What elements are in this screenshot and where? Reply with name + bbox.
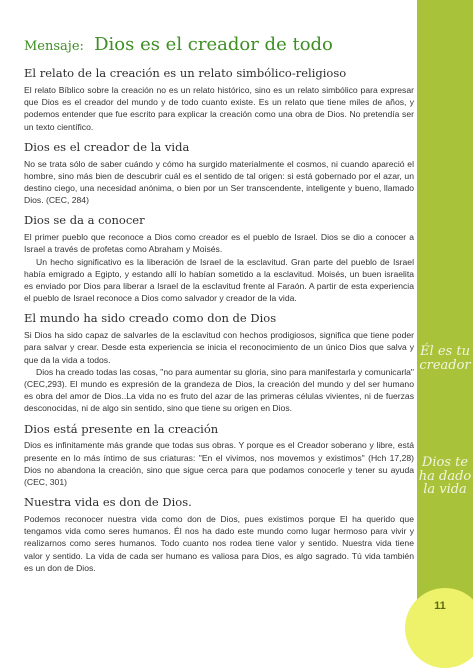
side-quote-creator: Él es tu creador xyxy=(419,344,471,373)
section-heading: El mundo ha sido creado como don de Dios xyxy=(24,311,277,326)
title-text: Dios es el creador de todo xyxy=(94,34,333,55)
article xyxy=(24,22,414,577)
page-title xyxy=(24,22,414,57)
section-paragraph: Dios ha creado todas las cosas, "no para aumentar su gloria, sino para manifestarla y comunicarla" (CEC,293). El mundo es expresión de la grandeza de Dios, la creación del mundo y del ser humano es obra del amor de Dios..La vida no es fruto del azar de las primeras células vivientes, ni de fuerzas desconocidas, ni de algo sin sentido, sino que tiene su origen en Dios. xyxy=(24,366,414,414)
section-symbolic-story xyxy=(24,67,414,133)
section-paragraph: Dios es infinitamente más grande que todas sus obras. Y porque es el Creador soberano y libre, está presente en lo más íntimo de sus criaturas: "En el vivimos, nos movemos y existimos" (Hch 17,28) Dios no abandona la creación, sino que sigue cerca para que podamos conocerle y tener su ayuda (CEC, 301) xyxy=(24,440,414,488)
section-heading: Nuestra vida es don de Dios. xyxy=(24,495,192,510)
section-paragraph: El relato Bíblico sobre la creación no es un relato histórico, sino es un relato simbólico para expresar que Dios es el creador del mundo y de todo cuanto existe. Es un relato que tiene miles de años, y podemos entender que fue escrito para explicar la creación como una obra de Dios. No pretendía ser un texto científico. xyxy=(24,84,414,132)
page-number: 11 xyxy=(434,600,446,612)
section-heading: Dios es el creador de la vida xyxy=(24,139,190,154)
section-god-reveals xyxy=(24,214,414,304)
section-god-present xyxy=(24,423,414,489)
section-paragraph: No se trata sólo de saber cuándo y cómo ha surgido materialmente el cosmos, ni cuando apareció el hombre, sino más bien de descubrir cuál es el sentido de tal origen: si está gobernado por el azar, un destino ciego, una necesidad anónima, o bien por un Ser transcendente, inteligente y bueno, llamado Dios. (CEC, 284) xyxy=(24,158,414,206)
section-paragraph: Si Dios ha sido capaz de salvarles de la esclavitud con hechos prodigiosos, significa que tiene poder para salvar y crear. Desde esta experiencia se inicia el reconocimiento de un único Dios que salva y que da la vida a todos. xyxy=(24,330,414,365)
side-quote-life: Dios te ha dado la vida xyxy=(418,455,472,498)
section-heading: El relato de la creación es un relato simbólico-religioso xyxy=(24,66,347,81)
section-heading: Dios se da a conocer xyxy=(24,213,145,228)
section-creator-of-life xyxy=(24,141,414,207)
side-bar xyxy=(417,0,473,638)
title-label: Mensaje: xyxy=(24,39,84,54)
section-paragraph: Podemos reconocer nuestra vida como don de Dios, pues existimos porque El ha querido que tengamos vida como seres humanos. Él nos ha dado este mundo como lugar hermoso para vivir y realizarnos como seres humanos. Todo cuanto nos rodea tiene valor y sentido. Nuestra vida tiene valor y sentido. La vida de cada ser humano es valiosa para Dios, es algo sagrado. Tú vida también es un don de Dios. xyxy=(24,514,414,573)
section-heading: Dios está presente en la creación xyxy=(24,421,219,436)
section-world-as-gift xyxy=(24,312,414,414)
section-paragraph: Un hecho significativo es la liberación de Israel de la esclavitud. Gran parte del pueblo de Israel había emigrado a Egipto, y estando allí lo habían sometido a la esclavitud. Moisés, un buen israelita es enviado por Dios para liberar a Israel de la esclavitud frente al Faraón. A partir de esta experiencia el pueblo de Israel reconoce a Dios como salvador y creador de la vida. xyxy=(24,256,414,304)
section-paragraph: El primer pueblo que reconoce a Dios como creador es el pueblo de Israel. Dios se dio a conocer a Israel a través de profetas como Abraham y Moisés. xyxy=(24,232,414,255)
section-life-is-gift xyxy=(24,496,414,574)
